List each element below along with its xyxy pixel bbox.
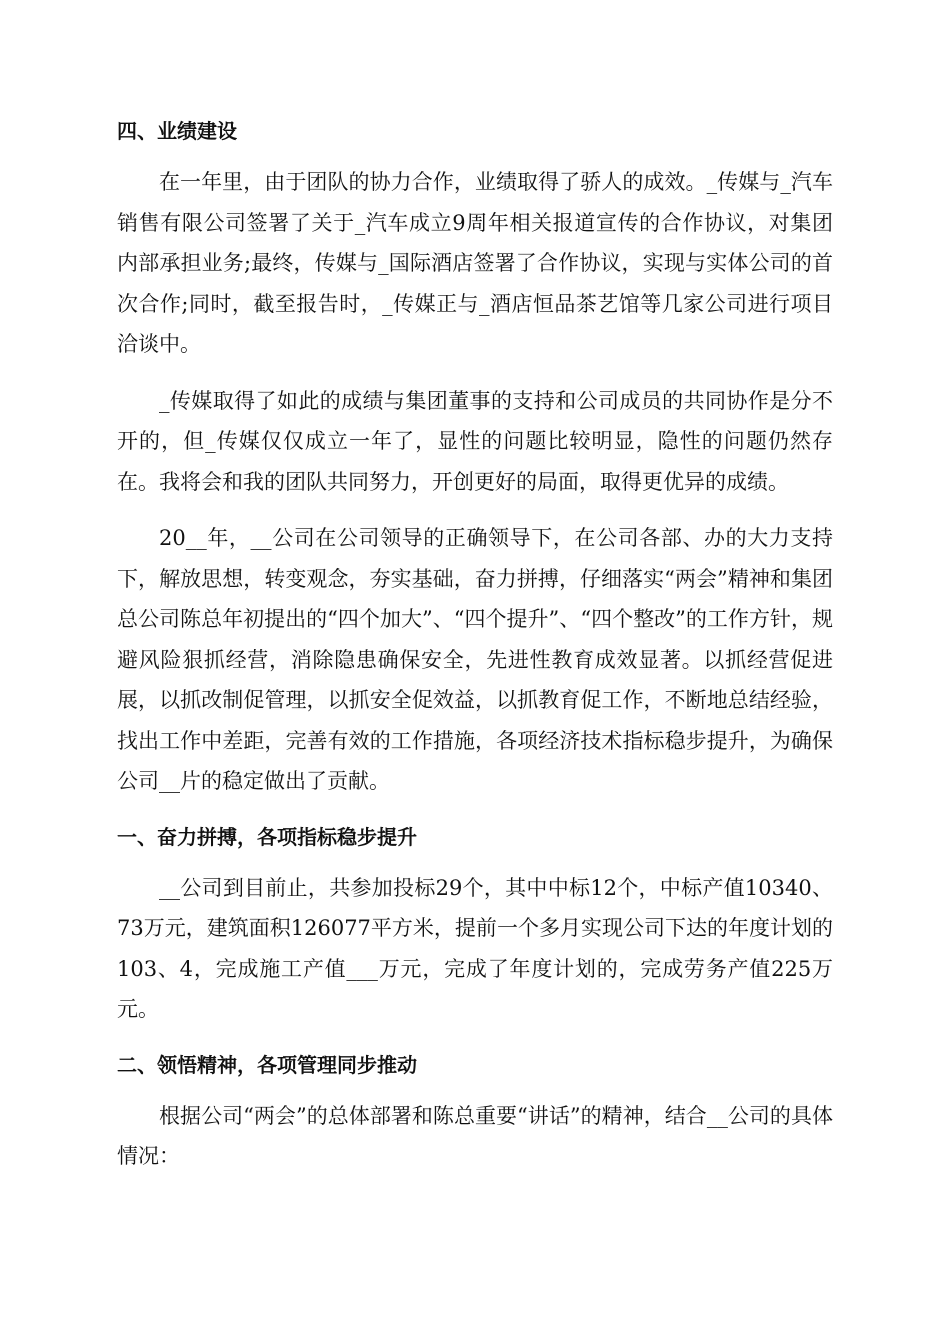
paragraph-team-support: _传媒取得了如此的成绩与集团董事的支持和公司成员的共同协作是分不开的，但_传媒仅仅成立一年了，显性的问题比较明显，隐性的问题仍然存在。我将会和我的团队共同努力，开创更好的局面，取得更优异的成绩。 <box>117 388 833 494</box>
paragraph-management-intro: 根据公司“两会”的总体部署和陈总重要“讲话”的精神，结合__公司的具体情况： <box>117 1103 833 1168</box>
section-heading-performance: 四、业绩建设 <box>117 119 237 143</box>
section-heading-management: 二、领悟精神，各项管理同步推动 <box>117 1052 417 1077</box>
paragraph-performance-results: 在一年里，由于团队的协力合作，业绩取得了骄人的成效。_传媒与_汽车销售有限公司签署了关于_汽车成立9周年相关报道宣传的合作协议，对集团内部承担业务;最终，传媒与_国际酒店签署了合作协议，实现与实体公司的首次合作;同时，截至报告时，_传媒正与_酒店恒品茶艺馆等几家公司进行项目洽谈中。 <box>117 170 833 356</box>
paragraph-annual-summary: 20__年，__公司在公司领导的正确领导下，在公司各部、办的大力支持下，解放思想，转变观念，夯实基础，奋力拼搏，仔细落实“两会”精神和集团总公司陈总年初提出的“四个加大”、“四个提升”、“四个整改”的工作方针，规避风险狠抓经营，消除隐患确保安全，先进性教育成效显著。以抓经营促进展，以抓改制促管理，以抓安全促效益，以抓教育促工作，不断地总结经验，找出工作中差距，完善有效的工作措施，各项经济技术指标稳步提升，为确保公司__片的稳定做出了贡献。 <box>117 526 833 793</box>
document-body <box>117 112 833 1193</box>
paragraph-bidding-figures: __公司到目前止，共参加投标29个，其中中标12个，中标产值10340、73万元，建筑面积126077平方米，提前一个多月实现公司下达的年度计划的103、4，完成施工产值___万元，完成了年度计划的，完成劳务产值225万元。 <box>117 875 833 1021</box>
section-heading-indicators: 一、奋力拼搏，各项指标稳步提升 <box>117 824 417 849</box>
